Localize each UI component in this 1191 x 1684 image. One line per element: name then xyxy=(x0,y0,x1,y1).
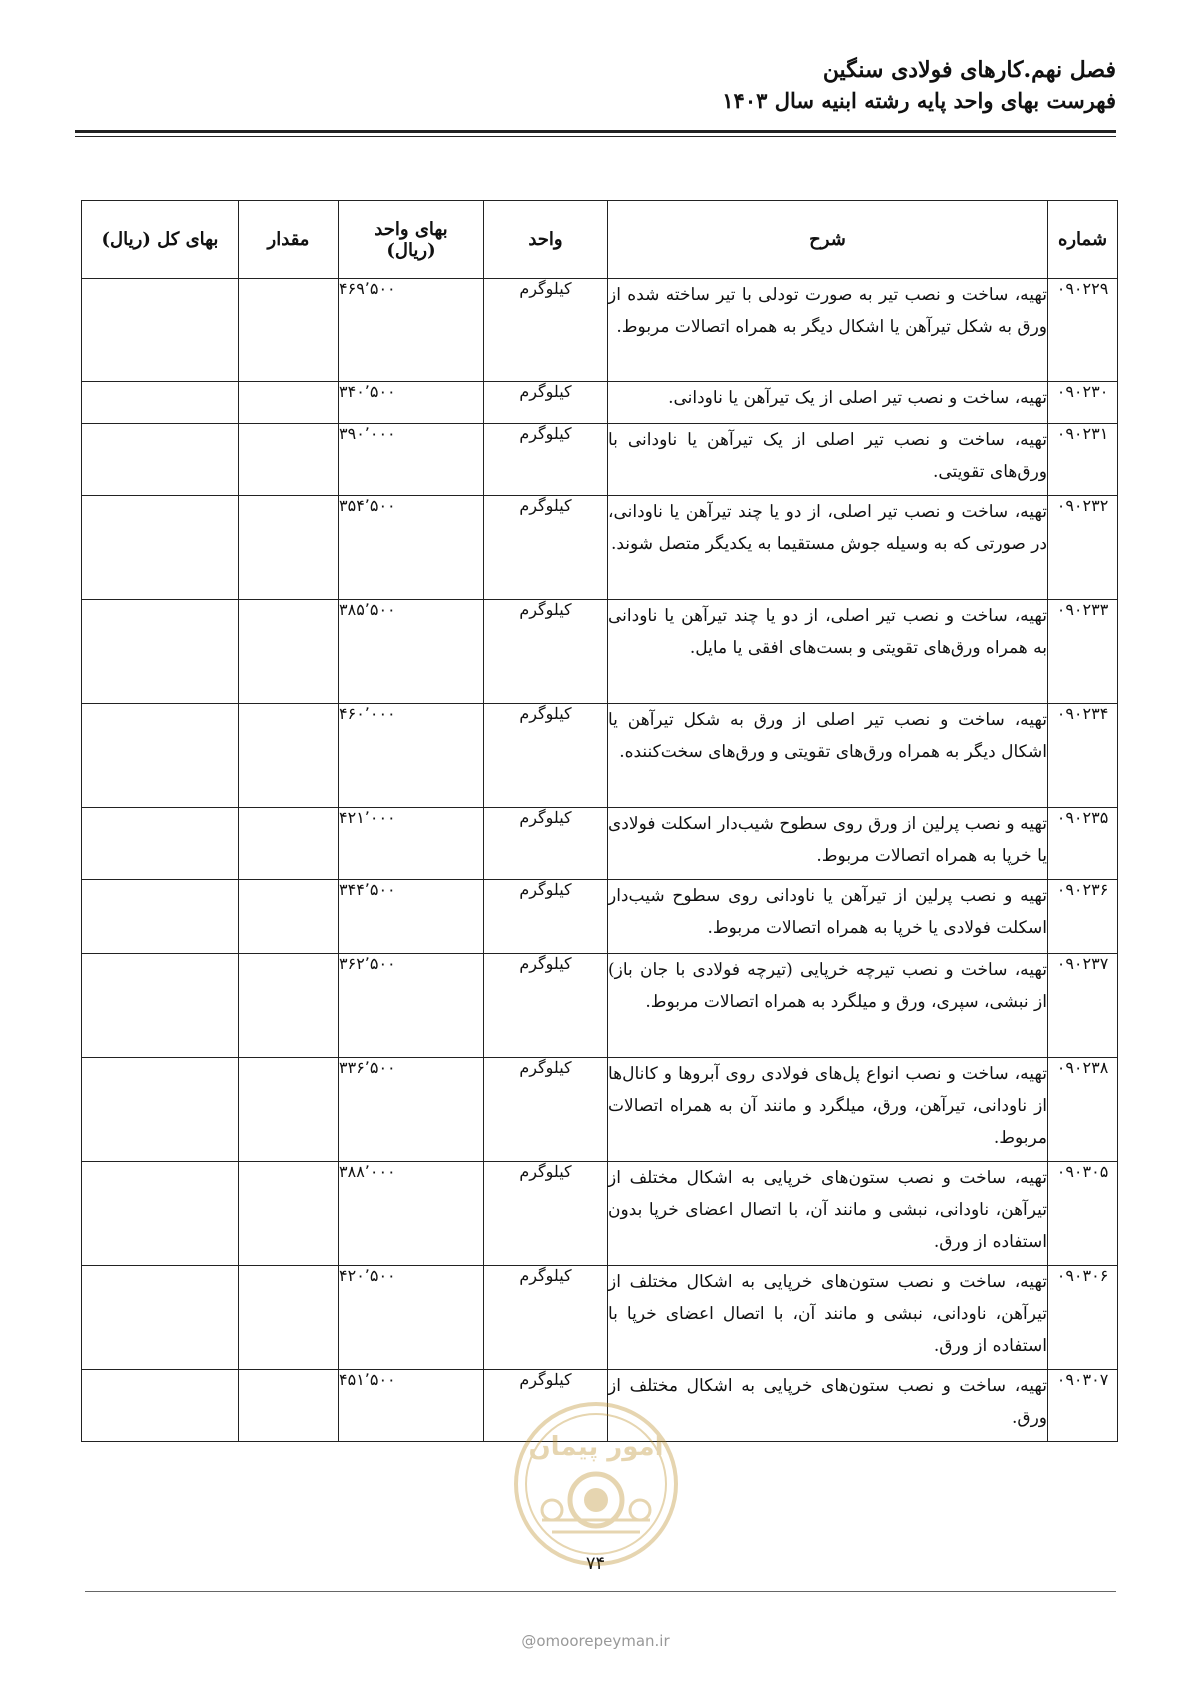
item-quantity xyxy=(239,1266,339,1370)
item-number: ۰۹۰۳۰۵ xyxy=(1048,1162,1118,1266)
item-quantity xyxy=(239,1370,339,1442)
item-unit: کیلوگرم xyxy=(484,1162,608,1266)
item-unit-price: ۳۵۴٬۵۰۰ xyxy=(339,496,484,600)
table-row xyxy=(82,600,1118,704)
item-quantity xyxy=(239,704,339,808)
item-unit-price: ۴۶۰٬۰۰۰ xyxy=(339,704,484,808)
item-quantity xyxy=(239,1058,339,1162)
table-row xyxy=(82,1266,1118,1370)
item-unit-price: ۳۶۲٬۵۰۰ xyxy=(339,954,484,1058)
item-unit: کیلوگرم xyxy=(484,1370,608,1442)
item-description: تهیه، ساخت و نصب ستون‌های خرپایی به اشکال مختلف از تیرآهن، ناودانی، نبشی و مانند آن، با اتصال اعضای خرپا با استفاده از ورق. xyxy=(608,1266,1048,1370)
chapter-title: فصل نهم.کارهای فولادی سنگین xyxy=(822,57,1116,83)
item-total-price xyxy=(82,382,239,424)
item-description: تهیه، ساخت و نصب تیر اصلی، از دو یا چند تیرآهن یا ناودانی به همراه ورق‌های تقویتی و بست‌های افقی یا مایل. xyxy=(608,600,1048,704)
item-unit-price: ۴۶۹٬۵۰۰ xyxy=(339,279,484,382)
item-total-price xyxy=(82,600,239,704)
header-number: شماره xyxy=(1048,201,1118,279)
item-unit: کیلوگرم xyxy=(484,880,608,954)
header-rule-thick xyxy=(75,130,1116,133)
item-total-price xyxy=(82,704,239,808)
item-number: ۰۹۰۲۳۱ xyxy=(1048,424,1118,496)
footer-rule xyxy=(85,1591,1116,1592)
item-total-price xyxy=(82,954,239,1058)
item-total-price xyxy=(82,424,239,496)
item-quantity xyxy=(239,1162,339,1266)
price-list-table xyxy=(81,200,1118,1442)
table-row xyxy=(82,279,1118,382)
item-description: تهیه و نصب پرلین از ورق روی سطوح شیب‌دار اسکلت فولادی یا خرپا به همراه اتصالات مربوط. xyxy=(608,808,1048,880)
item-unit-price: ۴۵۱٬۵۰۰ xyxy=(339,1370,484,1442)
item-total-price xyxy=(82,1370,239,1442)
header-unit-price-label: بهای واحد xyxy=(374,218,448,240)
item-description: تهیه، ساخت و نصب تیر اصلی از ورق به شکل تیرآهن یا اشکال دیگر به همراه ورق‌های تقویتی و ورق‌های سخت‌کننده. xyxy=(608,704,1048,808)
item-unit: کیلوگرم xyxy=(484,424,608,496)
item-number: ۰۹۰۲۳۳ xyxy=(1048,600,1118,704)
item-number: ۰۹۰۲۳۴ xyxy=(1048,704,1118,808)
item-description: تهیه و نصب پرلین از تیرآهن یا ناودانی روی سطوح شیب‌دار اسکلت فولادی یا خرپا به همراه اتصالات مربوط. xyxy=(608,880,1048,954)
item-number: ۰۹۰۲۳۷ xyxy=(1048,954,1118,1058)
item-unit: کیلوگرم xyxy=(484,496,608,600)
item-quantity xyxy=(239,496,339,600)
item-quantity xyxy=(239,382,339,424)
item-total-price xyxy=(82,279,239,382)
item-quantity xyxy=(239,424,339,496)
item-unit: کیلوگرم xyxy=(484,279,608,382)
item-description: تهیه، ساخت و نصب تیر اصلی از یک تیرآهن یا ناودانی با ورق‌های تقویتی. xyxy=(608,424,1048,496)
header-total-price: بهای کل (ریال) xyxy=(82,201,239,279)
item-unit-price: ۴۲۱٬۰۰۰ xyxy=(339,808,484,880)
item-description: تهیه، ساخت و نصب تیر اصلی از یک تیرآهن یا ناودانی. xyxy=(608,382,1048,424)
website-watermark: @omoorepeyman.ir xyxy=(521,1632,670,1650)
item-unit-price: ۴۲۰٬۵۰۰ xyxy=(339,1266,484,1370)
item-description: تهیه، ساخت و نصب ستون‌های خرپایی به اشکال مختلف از تیرآهن، ناودانی، نبشی و مانند آن، با اتصال اعضای خرپا بدون استفاده از ورق. xyxy=(608,1162,1048,1266)
item-unit: کیلوگرم xyxy=(484,704,608,808)
table-header-row xyxy=(82,201,1118,279)
item-unit-price: ۳۳۶٬۵۰۰ xyxy=(339,1058,484,1162)
svg-text:امور پیمان: امور پیمان xyxy=(528,1432,664,1462)
item-description: تهیه، ساخت و نصب تیرچه خرپایی (تیرچه فولادی با جان باز) از نبشی، سپری، ورق و میلگرد به همراه اتصالات مربوط. xyxy=(608,954,1048,1058)
item-unit-price: ۳۹۰٬۰۰۰ xyxy=(339,424,484,496)
item-number: ۰۹۰۲۳۶ xyxy=(1048,880,1118,954)
item-total-price xyxy=(82,808,239,880)
table-row xyxy=(82,1162,1118,1266)
item-unit: کیلوگرم xyxy=(484,382,608,424)
header-unit-price-currency: (ریال) xyxy=(386,239,436,261)
table-row xyxy=(82,382,1118,424)
page-number: ۷۴ xyxy=(585,1553,606,1574)
header-description: شرح xyxy=(608,201,1048,279)
item-unit-price: ۳۴۴٬۵۰۰ xyxy=(339,880,484,954)
item-number: ۰۹۰۲۳۲ xyxy=(1048,496,1118,600)
table-row xyxy=(82,1058,1118,1162)
item-unit: کیلوگرم xyxy=(484,1266,608,1370)
header-unit-price xyxy=(339,201,484,279)
item-number: ۰۹۰۲۳۸ xyxy=(1048,1058,1118,1162)
page-header xyxy=(722,55,1116,117)
item-total-price xyxy=(82,1266,239,1370)
header-quantity: مقدار xyxy=(239,201,339,279)
item-quantity xyxy=(239,880,339,954)
item-number: ۰۹۰۲۳۵ xyxy=(1048,808,1118,880)
organization-seal-watermark xyxy=(512,1400,680,1568)
item-number: ۰۹۰۲۳۰ xyxy=(1048,382,1118,424)
item-number: ۰۹۰۳۰۷ xyxy=(1048,1370,1118,1442)
item-unit: کیلوگرم xyxy=(484,600,608,704)
item-quantity xyxy=(239,279,339,382)
item-total-price xyxy=(82,1058,239,1162)
item-number: ۰۹۰۲۲۹ xyxy=(1048,279,1118,382)
document-subtitle: فهرست بهای واحد پایه رشته ابنیه سال ۱۴۰۳ xyxy=(722,88,1116,113)
item-description: تهیه، ساخت و نصب تیر به صورت تودلی با تیر ساخته شده از ورق به شکل تیرآهن یا اشکال دیگر به همراه اتصالات مربوط. xyxy=(608,279,1048,382)
item-quantity xyxy=(239,954,339,1058)
item-total-price xyxy=(82,496,239,600)
item-unit-price: ۳۸۵٬۵۰۰ xyxy=(339,600,484,704)
table-row xyxy=(82,424,1118,496)
header-rule-thin xyxy=(75,136,1116,137)
table-row xyxy=(82,704,1118,808)
item-total-price xyxy=(82,880,239,954)
item-quantity xyxy=(239,808,339,880)
item-unit: کیلوگرم xyxy=(484,808,608,880)
item-total-price xyxy=(82,1162,239,1266)
item-number: ۰۹۰۳۰۶ xyxy=(1048,1266,1118,1370)
item-unit-price: ۳۴۰٬۵۰۰ xyxy=(339,382,484,424)
item-unit: کیلوگرم xyxy=(484,1058,608,1162)
item-description: تهیه، ساخت و نصب ستون‌های خرپایی به اشکال مختلف از ورق. xyxy=(608,1370,1048,1442)
table-row xyxy=(82,496,1118,600)
header-unit: واحد xyxy=(484,201,608,279)
item-description: تهیه، ساخت و نصب تیر اصلی، از دو یا چند تیرآهن یا ناودانی، در صورتی که به وسیله جوش مستقیما به یکدیگر متصل شوند. xyxy=(608,496,1048,600)
table-row xyxy=(82,880,1118,954)
item-quantity xyxy=(239,600,339,704)
table-row xyxy=(82,808,1118,880)
item-description: تهیه، ساخت و نصب انواع پل‌های فولادی روی آبروها و کانال‌ها از ناودانی، تیرآهن، ورق، میلگرد و مانند آن به همراه اتصالات مربوط. xyxy=(608,1058,1048,1162)
item-unit-price: ۳۸۸٬۰۰۰ xyxy=(339,1162,484,1266)
item-unit: کیلوگرم xyxy=(484,954,608,1058)
table-row xyxy=(82,954,1118,1058)
